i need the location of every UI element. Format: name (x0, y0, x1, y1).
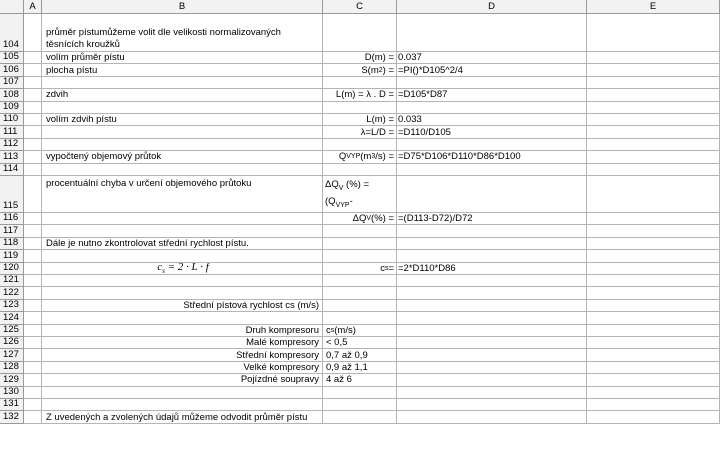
formula-cs (157, 263, 209, 275)
table-row (0, 14, 720, 52)
text-part: ) = (382, 64, 394, 76)
cell-c[interactable] (323, 102, 397, 114)
text-part: - (349, 195, 353, 207)
formula-wrap (325, 178, 394, 213)
cell-b[interactable] (42, 77, 323, 89)
cell-c[interactable] (323, 325, 397, 337)
cell-a[interactable] (24, 89, 42, 101)
row-header[interactable]: 108 (0, 89, 24, 101)
cell-e[interactable] (587, 238, 720, 250)
table-row (0, 52, 720, 64)
cell-e[interactable] (587, 102, 720, 114)
cell-c[interactable] (323, 399, 397, 411)
row-header[interactable]: 125 (0, 325, 24, 337)
cell-e[interactable] (587, 275, 720, 287)
cell-d[interactable] (397, 176, 587, 213)
text-part: c (380, 262, 385, 274)
cell-d[interactable] (397, 300, 587, 312)
cell-d[interactable] (397, 77, 587, 89)
subscript: V (338, 184, 344, 192)
cell-c[interactable]: 0,7 až 0,9 (323, 349, 397, 361)
cell-c[interactable] (323, 164, 397, 176)
cell-d[interactable] (397, 399, 587, 411)
table-row (0, 275, 720, 287)
table-row (0, 287, 720, 299)
table-row (0, 164, 720, 176)
cell-c[interactable] (323, 300, 397, 312)
cell-e[interactable] (587, 151, 720, 163)
cell-b[interactable] (42, 312, 323, 324)
cell-b[interactable]: průměr pístumůžeme volit dle velikosti normalizovaných těsnících kroužků (42, 14, 323, 52)
cell-c[interactable] (323, 312, 397, 324)
row-header[interactable]: 117 (0, 225, 24, 237)
row-header[interactable]: 122 (0, 287, 24, 299)
cell-d[interactable] (397, 102, 587, 114)
cell-e[interactable] (587, 287, 720, 299)
cell-a[interactable] (24, 325, 42, 337)
column-header-b[interactable]: B (42, 0, 323, 14)
cell-d[interactable] (397, 312, 587, 324)
cell-b[interactable]: vypočtený objemový průtok (42, 151, 323, 163)
cell-d[interactable]: =D110/D105 (397, 126, 587, 138)
cell-b[interactable]: Střední pístová rychlost cs (m/s) (42, 300, 323, 312)
cell-b[interactable]: plocha pístu (42, 64, 323, 76)
row-header[interactable]: 132 (0, 411, 24, 423)
cell-c[interactable] (323, 387, 397, 399)
cell-d[interactable] (397, 387, 587, 399)
cell-e[interactable] (587, 176, 720, 213)
cell-d[interactable]: =2*D110*D86 (397, 263, 587, 275)
cell-b[interactable]: Dále je nutno zkontrolovat střední rychlost pístu. (42, 238, 323, 250)
row-header[interactable]: 123 (0, 300, 24, 312)
cell-a[interactable] (24, 14, 42, 52)
table-row (0, 77, 720, 89)
cell-b[interactable] (42, 126, 323, 138)
table-row (0, 102, 720, 114)
table-row (0, 263, 720, 275)
cell-b[interactable] (42, 250, 323, 262)
cell-d[interactable]: =D105*D87 (397, 89, 587, 101)
table-row (0, 374, 720, 386)
text-part: = (388, 262, 394, 274)
cell-b[interactable]: Velké kompresory (42, 362, 323, 374)
cell-d[interactable] (397, 337, 587, 349)
cell-d[interactable]: =D75*D106*D110*D86*D100 (397, 151, 587, 163)
superscript: 3 (371, 153, 376, 161)
cell-e[interactable] (587, 89, 720, 101)
cell-b[interactable] (42, 387, 323, 399)
cell-b[interactable] (42, 102, 323, 114)
row-header[interactable]: 116 (0, 213, 24, 225)
cell-a[interactable] (24, 126, 42, 138)
row-header[interactable]: 118 (0, 238, 24, 250)
cell-e[interactable] (587, 213, 720, 225)
table-row (0, 139, 720, 151)
row-header[interactable]: 110 (0, 114, 24, 126)
select-all-corner[interactable] (0, 0, 24, 14)
cell-d[interactable] (397, 275, 587, 287)
cell-e[interactable] (587, 126, 720, 138)
table-row (0, 64, 720, 76)
cell-d[interactable] (397, 287, 587, 299)
cell-a[interactable] (24, 411, 42, 423)
cell-c[interactable]: < 0,5 (323, 337, 397, 349)
cell-c[interactable]: 0,9 až 1,1 (323, 362, 397, 374)
cell-d[interactable] (397, 362, 587, 374)
cell-e[interactable] (587, 114, 720, 126)
cell-a[interactable] (24, 238, 42, 250)
text-part: S(m (361, 64, 379, 76)
column-header-a[interactable]: A (24, 0, 42, 14)
cell-c[interactable] (323, 139, 397, 151)
cell-b[interactable]: zdvih (42, 89, 323, 101)
cell-e[interactable] (587, 225, 720, 237)
row-header[interactable]: 114 (0, 164, 24, 176)
subscript: V (366, 215, 372, 223)
cell-b[interactable] (42, 164, 323, 176)
cell-d[interactable] (397, 250, 587, 262)
table-row (0, 325, 720, 337)
row-header[interactable]: 124 (0, 312, 24, 324)
column-header-e[interactable]: E (587, 0, 720, 14)
row-header[interactable]: 129 (0, 374, 24, 386)
text-part: Q (338, 151, 347, 163)
cell-a[interactable] (24, 64, 42, 76)
cell-b[interactable] (42, 275, 323, 287)
table-row (0, 176, 720, 213)
cell-a[interactable] (24, 52, 42, 64)
cell-d[interactable] (397, 411, 587, 423)
cell-c[interactable] (323, 64, 397, 76)
table-row (0, 225, 720, 237)
table-row (0, 399, 720, 411)
cell-d[interactable] (397, 225, 587, 237)
row-header[interactable]: 120 (0, 263, 24, 275)
cell-d[interactable] (397, 139, 587, 151)
cell-c[interactable] (323, 250, 397, 262)
text-part: /s) = (375, 151, 394, 163)
row-header[interactable]: 111 (0, 126, 24, 138)
cell-a[interactable] (24, 102, 42, 114)
row-header[interactable]: 104 (0, 14, 24, 52)
formula-sub: s (162, 267, 165, 275)
cell-e[interactable] (587, 362, 720, 374)
cell-b[interactable]: Druh kompresoru (42, 325, 323, 337)
cell-a[interactable] (24, 114, 42, 126)
cell-c[interactable]: 4 až 6 (323, 374, 397, 386)
cell-a[interactable] (24, 349, 42, 361)
superscript: 2 (378, 66, 383, 74)
cell-b[interactable] (42, 287, 323, 299)
cell-c[interactable] (323, 77, 397, 89)
cell-a[interactable] (24, 287, 42, 299)
text-part: c (326, 324, 331, 336)
cell-b[interactable] (42, 263, 323, 275)
cell-b[interactable]: Malé kompresory (42, 337, 323, 349)
table-row (0, 126, 720, 138)
cell-d[interactable]: =PI()*D105^2/4 (397, 64, 587, 76)
cell-e[interactable] (587, 387, 720, 399)
row-header[interactable]: 115 (0, 176, 24, 213)
text-part: (%) =(Q (325, 179, 370, 207)
cell-a[interactable] (24, 77, 42, 89)
cell-c[interactable]: D(m) = (323, 52, 397, 64)
cell-c[interactable] (323, 225, 397, 237)
cell-d[interactable] (397, 325, 587, 337)
cell-e[interactable] (587, 77, 720, 89)
table-row (0, 337, 720, 349)
formula-part: = 2 · L · f (164, 262, 209, 274)
cell-e[interactable] (587, 300, 720, 312)
cell-a[interactable] (24, 250, 42, 262)
cell-c[interactable] (323, 14, 397, 52)
cell-d[interactable] (397, 238, 587, 250)
table-row (0, 250, 720, 262)
table-row (0, 362, 720, 374)
cell-a[interactable] (24, 337, 42, 349)
cell-b[interactable] (42, 225, 323, 237)
cell-e[interactable] (587, 64, 720, 76)
cell-c[interactable] (323, 176, 397, 213)
row-header[interactable]: 107 (0, 77, 24, 89)
table-row (0, 411, 720, 423)
table-row (0, 213, 720, 225)
row-header[interactable]: 121 (0, 275, 24, 287)
text-part: ΔQ (352, 213, 367, 225)
cell-a[interactable] (24, 275, 42, 287)
text-part: (m/s) (334, 324, 356, 336)
cell-d[interactable] (397, 374, 587, 386)
cell-e[interactable] (587, 312, 720, 324)
cell-a[interactable] (24, 176, 42, 213)
cell-c[interactable]: λ=L/D = (323, 126, 397, 138)
table-row (0, 151, 720, 163)
cell-e[interactable] (587, 164, 720, 176)
cell-d[interactable] (397, 164, 587, 176)
cell-a[interactable] (24, 300, 42, 312)
cell-a[interactable] (24, 374, 42, 386)
cell-a[interactable] (24, 225, 42, 237)
subscript: VYP (346, 153, 361, 161)
cell-c[interactable]: L(m) = λ . D = (323, 89, 397, 101)
cell-b[interactable]: procentuální chyba v určení objemového průtoku (42, 176, 323, 213)
cell-c[interactable] (323, 263, 397, 275)
row-header[interactable]: 106 (0, 64, 24, 76)
text-part: (m (360, 151, 372, 163)
row-header[interactable]: 113 (0, 151, 24, 163)
row-header[interactable]: 112 (0, 139, 24, 151)
row-header[interactable]: 126 (0, 337, 24, 349)
table-row (0, 312, 720, 324)
cell-c[interactable] (323, 275, 397, 287)
row-header[interactable]: 131 (0, 399, 24, 411)
cell-b[interactable]: volím zdvih pístu (42, 114, 323, 126)
subscript: VYP (335, 201, 350, 209)
text-part: (%) = (371, 213, 394, 225)
cell-c[interactable] (323, 411, 397, 423)
table-row (0, 349, 720, 361)
cell-a[interactable] (24, 263, 42, 275)
cell-a[interactable] (24, 312, 42, 324)
cell-c[interactable] (323, 287, 397, 299)
cell-c[interactable] (323, 151, 397, 163)
cell-b[interactable] (42, 213, 323, 225)
table-row (0, 238, 720, 250)
cell-b[interactable]: volím průměr pístu (42, 52, 323, 64)
subscript: s (384, 264, 389, 272)
cell-c[interactable]: L(m) = (323, 114, 397, 126)
row-header[interactable]: 119 (0, 250, 24, 262)
cell-e[interactable] (587, 411, 720, 423)
column-header-c[interactable]: C (323, 0, 397, 14)
column-header-row (0, 0, 720, 14)
cell-d[interactable] (397, 14, 587, 52)
cell-c[interactable] (323, 213, 397, 225)
row-header[interactable]: 105 (0, 52, 24, 64)
cell-b[interactable]: Střední kompresory (42, 349, 323, 361)
cell-a[interactable] (24, 139, 42, 151)
table-row (0, 89, 720, 101)
cell-a[interactable] (24, 399, 42, 411)
formula-line-1 (325, 178, 394, 212)
cell-e[interactable] (587, 399, 720, 411)
row-header[interactable]: 128 (0, 362, 24, 374)
cell-e[interactable] (587, 250, 720, 262)
cell-e[interactable] (587, 14, 720, 52)
cell-d[interactable]: 0.037 (397, 52, 587, 64)
cell-e[interactable] (587, 52, 720, 64)
cell-e[interactable] (587, 325, 720, 337)
column-header-d[interactable]: D (397, 0, 587, 14)
cell-a[interactable] (24, 213, 42, 225)
cell-e[interactable] (587, 349, 720, 361)
subscript: s (330, 326, 335, 334)
formula-part: c (157, 262, 163, 274)
cell-d[interactable]: 0.033 (397, 114, 587, 126)
cell-d[interactable]: =(D113-D72)/D72 (397, 213, 587, 225)
cell-e[interactable] (587, 139, 720, 151)
cell-a[interactable] (24, 362, 42, 374)
table-row (0, 114, 720, 126)
row-header[interactable]: 109 (0, 102, 24, 114)
cell-a[interactable] (24, 387, 42, 399)
table-row (0, 300, 720, 312)
cell-d[interactable] (397, 349, 587, 361)
table-row (0, 387, 720, 399)
cell-a[interactable] (24, 151, 42, 163)
cell-c[interactable] (323, 238, 397, 250)
cell-b[interactable] (42, 399, 323, 411)
cell-b[interactable]: Z uvedených a zvolených údajů můžeme odvodit průměr pístu (42, 411, 323, 423)
cell-e[interactable] (587, 337, 720, 349)
cell-e[interactable] (587, 263, 720, 275)
cell-e[interactable] (587, 374, 720, 386)
cell-a[interactable] (24, 164, 42, 176)
row-header[interactable]: 130 (0, 387, 24, 399)
row-header[interactable]: 127 (0, 349, 24, 361)
cell-b[interactable] (42, 139, 323, 151)
text-part: ΔQ (325, 179, 339, 190)
cell-b[interactable]: Pojízdné soupravy (42, 374, 323, 386)
